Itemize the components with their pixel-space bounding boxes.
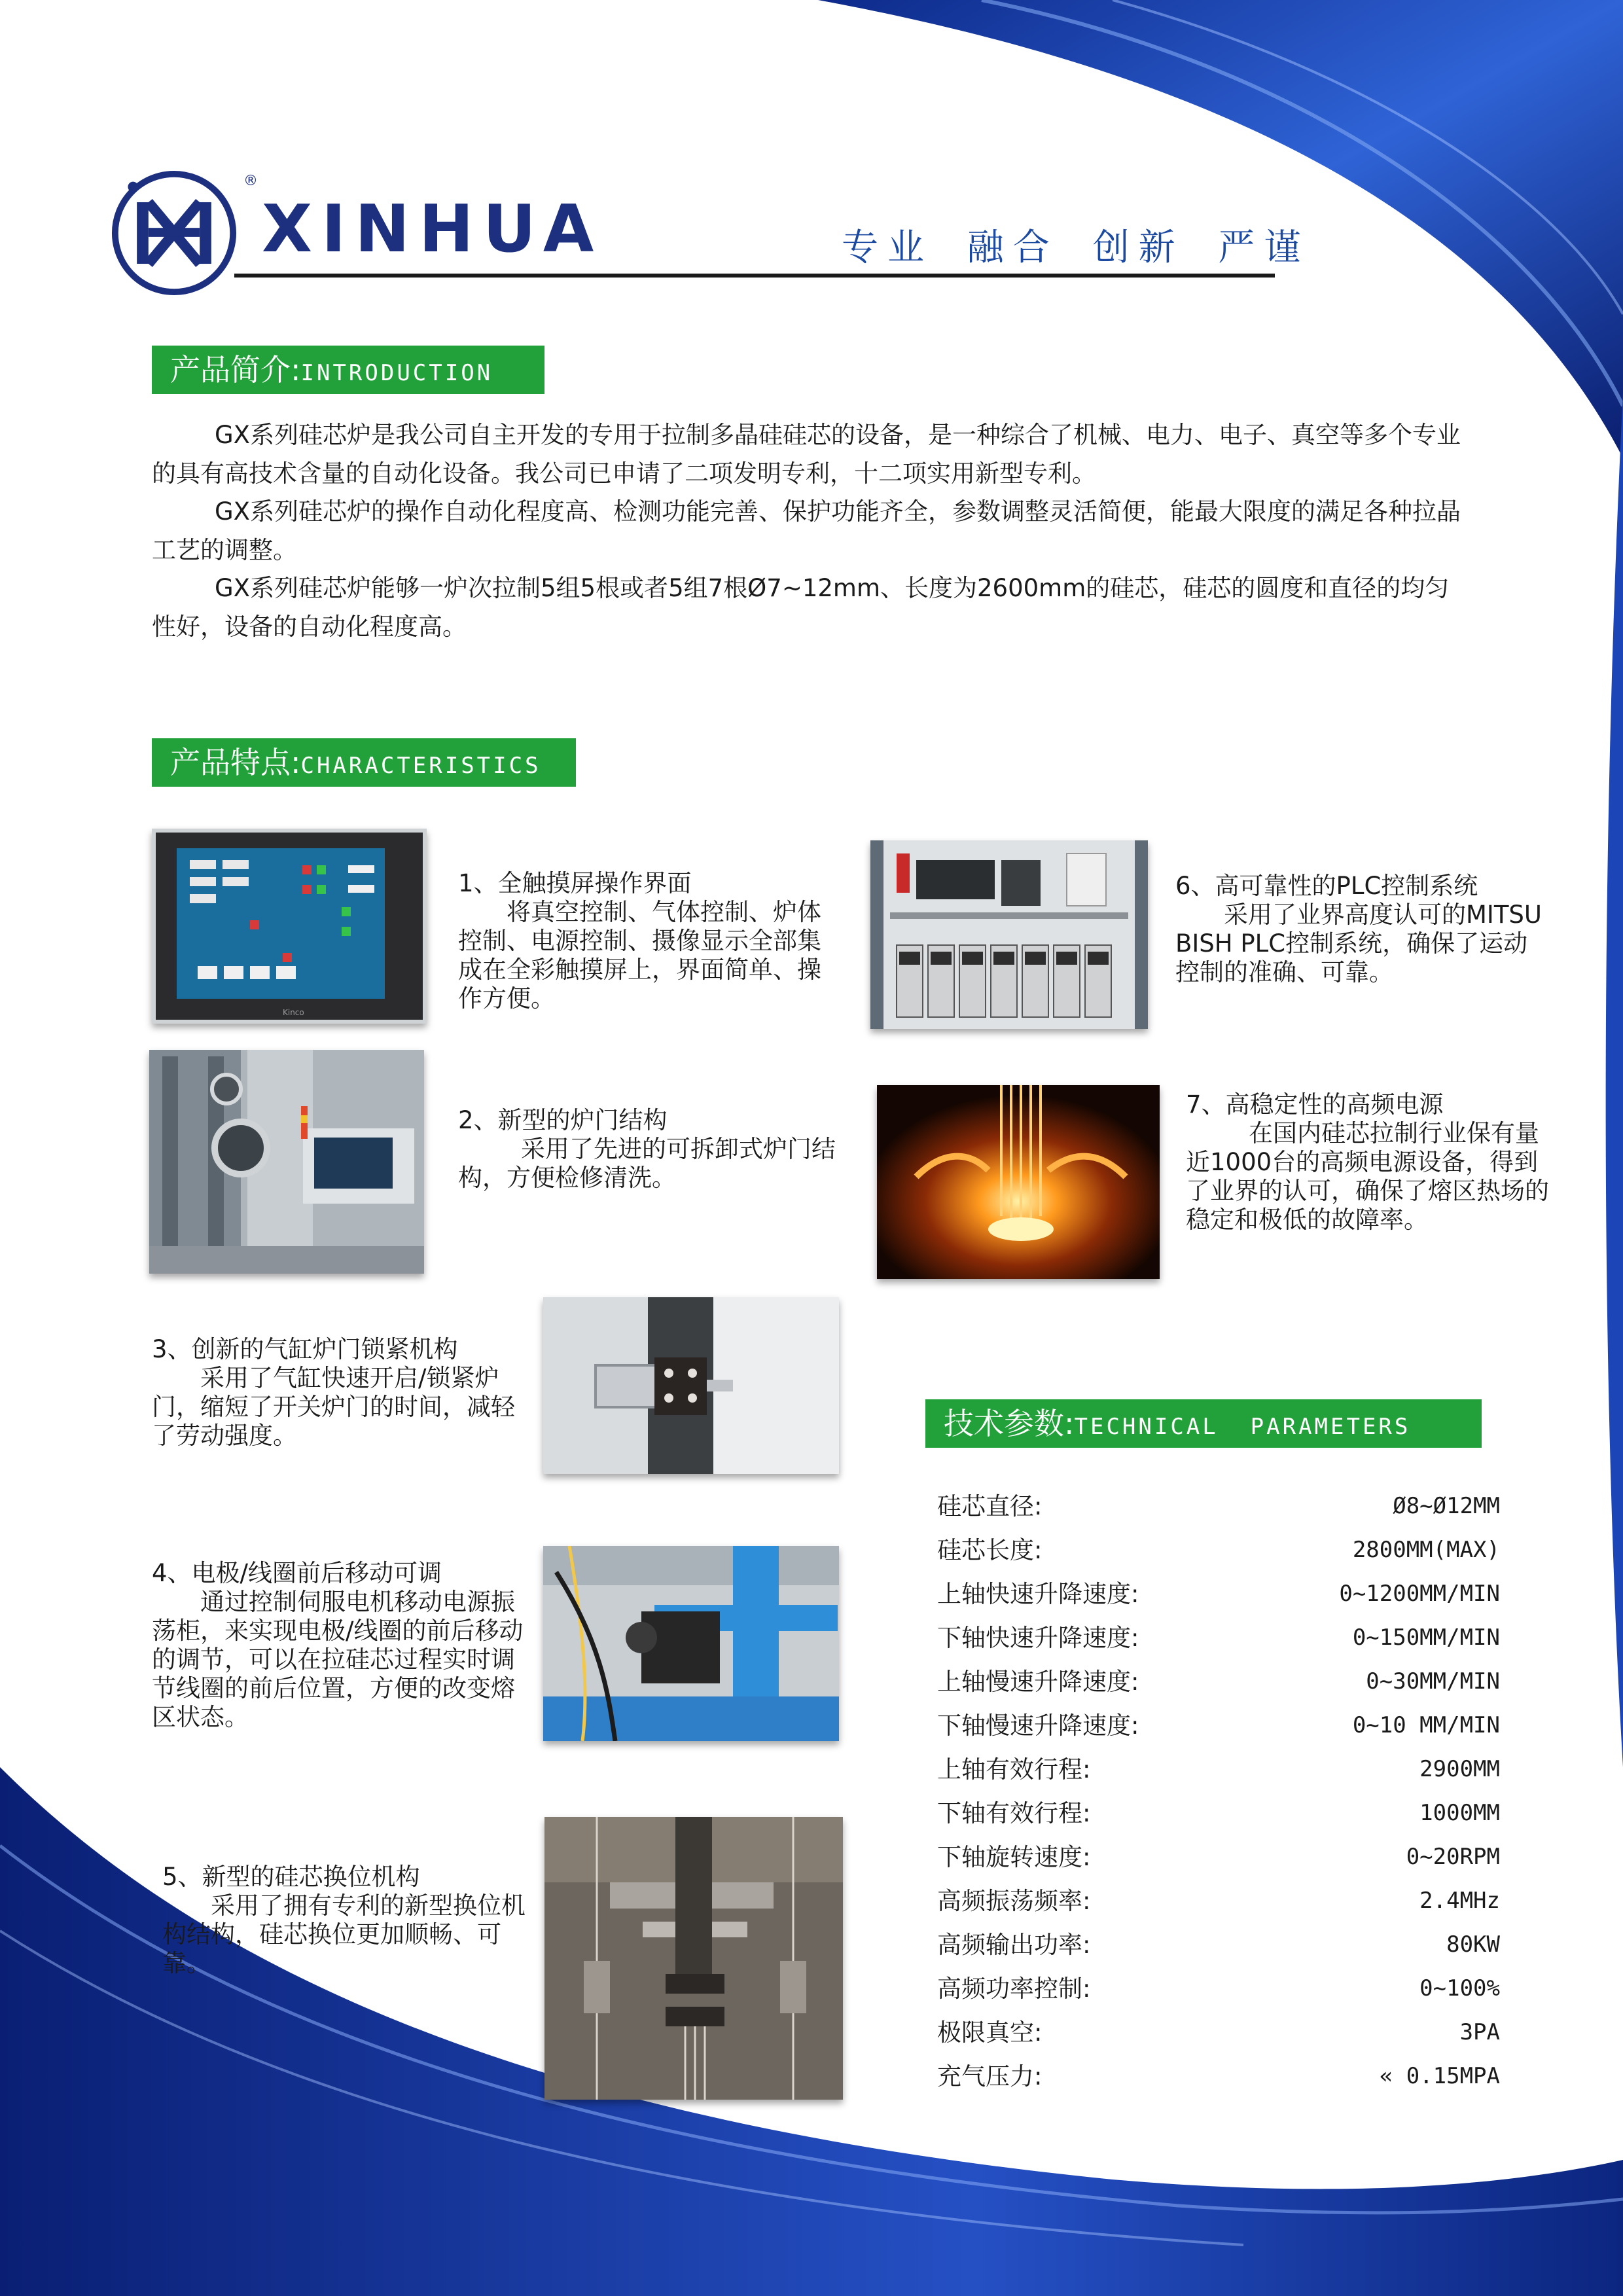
parameter-row: 充气压力: « 0.15MPA: [937, 2062, 1500, 2090]
feature-title: 3、创新的气缸炉门锁紧机构: [152, 1335, 458, 1363]
parameter-row: 下轴旋转速度: 0~20RPM: [937, 1843, 1500, 1871]
intro-paragraph: GX系列硅芯炉的操作自动化程度高、检测功能完善、保护功能齐全，参数调整灵活简便，能最大限度的满足各种拉晶工艺的调整。: [152, 497, 1461, 564]
feature-desc: 在国内硅芯拉制行业保有量近1000台的高频电源设备，得到了业界的认可，确保了熔区热场的稳定和极低的故障率。: [1186, 1119, 1549, 1234]
touchscreen-photo: [152, 829, 427, 1024]
furnace-door-photo: [149, 1050, 424, 1274]
feature-title: 4、电极/线圈前后移动可调: [152, 1559, 442, 1587]
parameter-row: 极限真空: 3PA: [937, 2018, 1500, 2047]
feature-desc: 将真空控制、气体控制、炉体控制、电源控制、摄像显示全部集成在全彩触摸屏上，界面简单、操作方便。: [458, 898, 821, 1013]
parameter-row: 上轴慢速升降速度: 0~30MM/MIN: [937, 1668, 1500, 1696]
feature-3: [152, 1335, 531, 1450]
parameter-row: 上轴快速升降速度: 0~1200MM/MIN: [937, 1580, 1500, 1608]
brand-name: XINHUA: [262, 190, 603, 267]
feature-2: [458, 1106, 851, 1193]
intro-paragraph: GX系列硅芯炉是我公司自主开发的专用于拉制多晶硅硅芯的设备，是一种综合了机械、电力、电子、真空等多个专业的具有高技术含量的自动化设备。我公司已申请了二项发明专利，十二项实用新型专利。: [152, 421, 1461, 488]
parameter-row: 下轴快速升降速度: 0~150MM/MIN: [937, 1624, 1500, 1652]
cylinder-lock-photo: [543, 1297, 839, 1474]
registered-mark: ®: [243, 173, 258, 189]
feature-desc: 采用了业界高度认可的MITSUBISH PLC控制系统，确保了运动控制的准确、可靠。: [1175, 901, 1543, 986]
characteristics-heading: 产品特点:CHARACTERISTICS: [152, 738, 576, 787]
feature-4: [152, 1559, 531, 1732]
xinhua-logo-icon: [110, 169, 238, 297]
parameter-row: 下轴有效行程: 1000MM: [937, 1799, 1500, 1827]
technical-heading: 技术参数:TECHNICAL PARAMETERS: [925, 1399, 1482, 1448]
parameter-row: 硅芯长度: 2800MM(MAX): [937, 1536, 1500, 1564]
plc-cabinet-photo: [870, 840, 1148, 1029]
parameter-row: 下轴慢速升降速度: 0~10 MM/MIN: [937, 1712, 1500, 1740]
feature-desc: 采用了拥有专利的新型换位机构结构，硅芯换位更加顺畅、可靠。: [162, 1892, 526, 1977]
feature-6: [1175, 872, 1548, 987]
slogan: 专业 融合 创新 严谨: [842, 226, 1310, 269]
feature-desc: 通过控制伺服电机移动电源振荡柜，来实现电极/线圈的前后移动的调节，可以在拉硅芯过程实时调节线圈的前后位置，方便的改变熔区状态。: [152, 1588, 524, 1731]
feature-title: 1、全触摸屏操作界面: [458, 869, 692, 897]
crystal-changer-photo: [544, 1817, 843, 2100]
parameter-row: 高频功率控制: 0~100%: [937, 1975, 1500, 2003]
parameters-list: [937, 1484, 1500, 2098]
intro-paragraph: GX系列硅芯炉能够一炉次拉制5组5根或者5组7根Ø7~12mm、长度为2600mm的硅芯，硅芯的圆度和直径的均匀性好，设备的自动化程度高。: [152, 574, 1450, 641]
feature-1: [458, 869, 844, 1013]
hf-power-photo: [877, 1085, 1160, 1279]
electrode-coil-photo: [543, 1546, 839, 1741]
feature-title: 7、高稳定性的高频电源: [1186, 1090, 1444, 1119]
feature-title: 6、高可靠性的PLC控制系统: [1175, 872, 1478, 900]
parameter-row: 硅芯直径: Ø8~Ø12MM: [937, 1492, 1500, 1520]
parameter-row: 上轴有效行程: 2900MM: [937, 1755, 1500, 1784]
feature-title: 5、新型的硅芯换位机构: [162, 1863, 420, 1891]
parameter-row: 高频输出功率: 80KW: [937, 1931, 1500, 1959]
feature-7: [1186, 1090, 1552, 1234]
feature-title: 2、新型的炉门结构: [458, 1106, 668, 1134]
header-divider: [234, 274, 1275, 278]
introduction-heading: 产品简介:INTRODUCTION: [152, 346, 544, 394]
parameter-row: 高频振荡频率: 2.4MHz: [937, 1887, 1500, 1915]
introduction-text: [152, 416, 1461, 646]
feature-5: [162, 1863, 529, 1978]
kinco-label: Kinco: [283, 1008, 304, 1017]
feature-desc: 采用了先进的可拆卸式炉门结构，方便检修清洗。: [458, 1135, 836, 1192]
feature-desc: 采用了气缸快速开启/锁紧炉门，缩短了开关炉门的时间，减轻了劳动强度。: [152, 1364, 515, 1450]
